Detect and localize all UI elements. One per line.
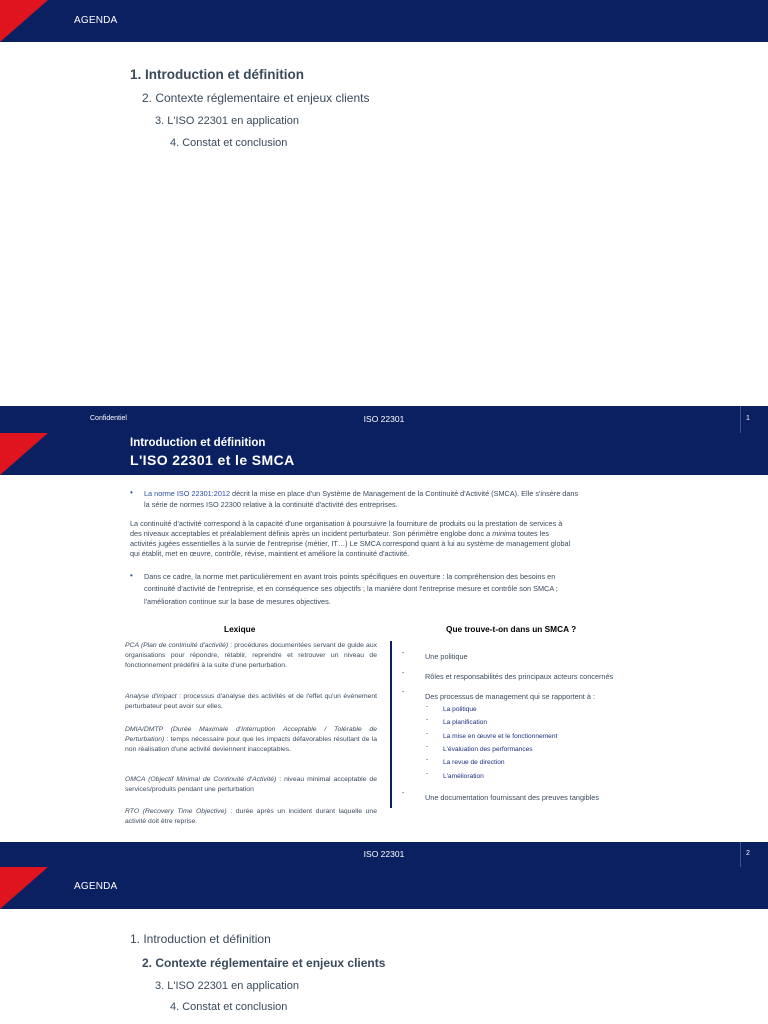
lexique-term: OMCA (Objectif Minimal de Continuité d'Activité) [125,776,277,783]
slide2-subtitle: Introduction et définition [130,437,266,449]
dash-bullet: - [402,689,405,696]
lexique-definition: : processus d'analyse des activités et de l'effet qu'un événement perturbateur peut avoir sur elles. [125,693,377,711]
para2-line-1: La continuité d'activité correspond à la capacité d'une organisation à poursuivre la fourniture de produits ou la prestation de services à [130,519,563,528]
lexique-entry-analyse [125,692,377,712]
dash-bullet: - [402,650,405,657]
dash-bullet: - [426,744,428,750]
lexique-definition: : temps nécessaire pour que les impacts défavorables résultant de la non réalisation d'une activité deviennent inacceptables. [125,736,377,754]
smca-item-2: Rôles et responsabilités des principaux acteurs concernés [425,672,614,681]
dash-bullet: - [426,731,428,737]
slide1-agenda-item-1: 1. Introduction et définition [130,67,304,82]
lexique-entry-dmia [125,725,377,756]
para3-line-1: Dans ce cadre, la norme met particulièrement en avant trois points spécifiques en ouverture : la compréhension des besoins en [144,572,556,581]
slide2-footer-title: ISO 22301 [363,849,405,859]
para2-line-2 [130,529,668,539]
lexique-term: DMIA/DMTP (Durée Maximale d'Interruption Acceptable / Tolérable de Perturbation) [125,726,377,744]
para2-line-3: activités jugées essentielles à la survie de l'entreprise (métier, IT…) Le SMCA correspond quant à lui au système de management global [130,539,571,548]
smca-sub-5: La revue de direction [443,759,505,766]
bullet-dot: • [130,571,133,580]
dash-bullet: - [426,704,428,710]
dash-bullet: - [402,670,405,677]
para2-line-2-end: toutes les [515,529,550,538]
smca-sub-6: L'amélioration [443,773,484,780]
lexique-definition: : durée après un incident durant laquelle une activité doit être reprise. [125,808,377,826]
slide1-page-box [740,406,768,433]
slide3-red-triangle [0,867,48,909]
lexique-entry-omca [125,775,377,795]
smca-item-4: Une documentation fournissant des preuves tangibles [425,793,600,802]
smca-sub-2: La planification [443,719,487,726]
lexique-title: Lexique [224,624,256,634]
slide1-footer-title: ISO 22301 [363,414,405,424]
slide3-agenda-item-4: 4. Constat et conclusion [170,1001,288,1013]
para3-line-3: l'amélioration continue sur la base de mesures objectives. [144,597,331,606]
column-divider [390,641,392,808]
intro-line-2: la série de normes ISO 22300 relative à la continuité d'activité des entreprises. [144,500,398,509]
slide2-title: L'ISO 22301 et le SMCA [130,452,295,468]
slide2-red-triangle [0,433,48,475]
footer-confidential: Confidentiel [90,415,127,422]
dash-bullet: - [426,757,428,763]
slide1-red-triangle [0,0,48,42]
slide2-header-bar [0,433,768,475]
slide3-agenda-item-3: 3. L'ISO 22301 en application [155,980,299,992]
lexique-term: PCA (Plan de continuité d'activité) [125,642,229,649]
para3-line-2: continuité d'activité de l'entreprise, et en conséquence ses objectifs ; la manière dont l'entreprise mesure et contrôle son SMCA ; [144,584,558,593]
slide3-agenda-item-2: 2. Contexte réglementaire et enjeux clients [142,956,386,970]
slide3-agenda-label: AGENDA [74,881,118,892]
smca-item-1: Une politique [425,652,468,661]
slide1-agenda-item-2: 2. Contexte réglementaire et enjeux clients [142,91,370,105]
slide1-agenda-item-3: 3. L'ISO 22301 en application [155,115,299,127]
slide1-agenda-label: AGENDA [74,15,118,26]
intro-line-1-rest: décrit la mise en place d'un Système de Management de la Continuité d'Activité (SMCA). Elle s'insère dans [230,489,579,498]
dash-bullet: - [426,771,428,777]
lexique-entry-rto [125,807,377,827]
lexique-definition: : niveau minimal acceptable de services/produits pendant une perturbation [125,776,377,794]
slide1-page-number: 1 [746,415,750,422]
para2-line-2-text: des niveaux acceptables et préalablement définis après un incident perturbateur. Son périmètre englobe donc [130,529,485,538]
lexique-term: Analyse d'impact [125,693,177,700]
iso-norm-link: La norme ISO 22301:2012 [144,489,231,498]
slide1-agenda-item-4: 4. Constat et conclusion [170,137,288,149]
lexique-term: RTO (Recovery Time Objective) [125,808,227,815]
bullet-dot: • [130,488,133,497]
lexique-entry-pca [125,641,377,672]
para2-italic: a minima [486,529,516,538]
para2-line-4: qui établit, met en œuvre, contrôle, révise, maintient et améliore la continuité d'activité. [130,549,410,558]
intro-line-1 [144,489,668,499]
dash-bullet: - [402,790,405,797]
dash-bullet: - [426,717,428,723]
slide2-page-number: 2 [746,850,750,857]
lexique-definition: : procédures documentées servant de guide aux organisations pour répondre, rétablir, reprendre et retrouver un niveau de fonctionnement prédéfini à la suite d'une perturbation. [125,642,378,670]
smca-sub-1: La politique [443,706,477,713]
smca-item-3: Des processus de management qui se rapportent à : [425,692,595,701]
slide3-agenda-item-1: 1. Introduction et définition [130,932,271,946]
smca-sub-4: L'évaluation des performances [443,746,533,753]
slide2-page-box [740,842,768,867]
smca-title: Que trouve-t-on dans un SMCA ? [446,624,577,634]
smca-sub-3: La mise en œuvre et le fonctionnement [443,733,558,740]
